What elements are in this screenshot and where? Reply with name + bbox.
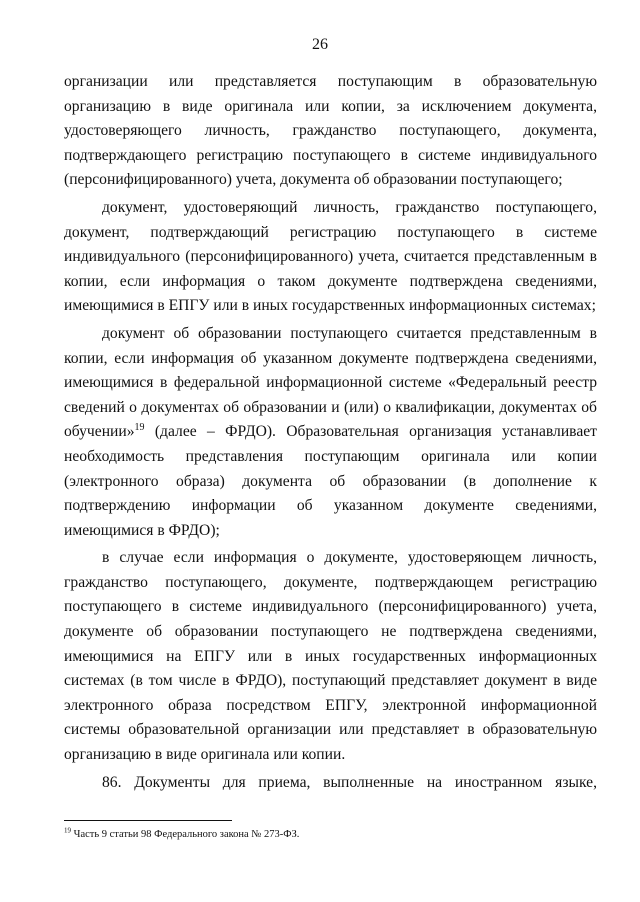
paragraph-item-86: 86. Документы для приема, выполненные на иностранном языке, (102, 773, 597, 791)
footnote-text: Часть 9 статьи 98 Федерального закона № 273-ФЗ. (71, 829, 300, 840)
paragraph-continuation: организации или представляется поступающим в образовательную организацию в виде оригинала или копии, за исключением документа, удостоверяющего личность, гражданство поступающего, документа, подтверждающего регистрацию поступающего в системе индивидуального (персонифицированного) учета, документа об образовании поступающего; (64, 73, 597, 189)
footnote (64, 828, 597, 842)
paragraph-unconfirmed-information: в случае если информация о документе, удостоверяющем личность, гражданство поступающего, документе, подтверждающем регистрацию поступающего в системе индивидуального (персонифицированного) учета, документе об образовании поступающего не подтверждена сведениями, имеющимися на ЕПГУ или в иных государственных информационных системах (в том числе в ФРДО), поступающий представляет документ в виде электронного образа посредством ЕПГУ, электронной информационной системы образовательной организации или представляет в образовательную организацию в виде оригинала или копии. (64, 549, 597, 764)
paragraph-identity-document: документ, удостоверяющий личность, гражданство поступающего, документ, подтверждающий регистрацию поступающего в системе индивидуального (персонифицированного) учета, считается представленным в копии, если информация о таком документе подтверждена сведениями, имеющимися в ЕПГУ или в иных государственных информационных системах; (64, 198, 597, 315)
paragraph-education-text-after-ref: (далее – ФРДО). Образовательная организация устанавливает необходимость представления поступающим оригинала или копии (электронного образа) документа об образовании (в дополнение к подтверждению информации об указанном документе сведениями, имеющимися в ФРДО); (64, 423, 597, 539)
footnote-marker: 19 (64, 826, 71, 835)
paragraph-education-document (64, 322, 597, 543)
paragraph-education-text-before-ref: документ об образовании поступающего считается представленным в копии, если информация об указанном документе подтверждена сведениями, имеющимися в федеральной информационной системе «Федеральный реестр сведений о документах об образовании и (или) о квалификации, документах об обучении» (64, 324, 597, 441)
footnote-reference: 19 (134, 422, 145, 434)
footnote-divider (64, 820, 232, 821)
document-body (64, 70, 597, 798)
page-number: 26 (312, 36, 328, 53)
